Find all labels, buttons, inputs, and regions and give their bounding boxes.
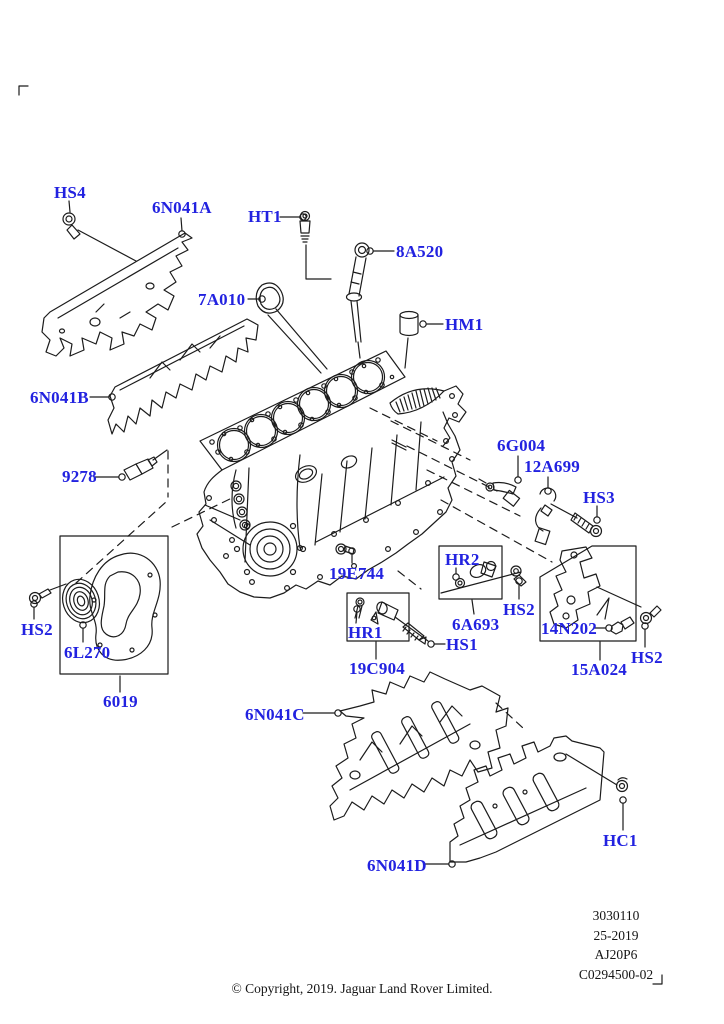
sensor-9278 <box>124 450 167 480</box>
red-arrows <box>597 598 609 619</box>
part-label-7a010[interactable]: 7A010 <box>198 290 246 309</box>
part-label-15a024[interactable]: 15A024 <box>571 660 627 679</box>
dipstick-8a520 <box>347 243 370 358</box>
copyright-line: © Copyright, 2019. Jaguar Land Rover Limited. <box>231 981 493 996</box>
doc-number-line: C0294500-02 <box>578 966 654 982</box>
part-label-hs1[interactable]: HS1 <box>446 635 478 654</box>
part-label-12a699[interactable]: 12A699 <box>524 457 580 476</box>
grommet-hc1 <box>617 778 628 792</box>
part-label-hs4[interactable]: HS4 <box>54 183 86 202</box>
heat-shield-6n041b <box>108 319 258 434</box>
plug-hm1 <box>400 312 418 369</box>
part-label-6a693[interactable]: 6A693 <box>452 615 500 634</box>
part-label-6g004[interactable]: 6G004 <box>497 436 546 455</box>
part-label-hs2-mid[interactable]: HS2 <box>503 600 535 619</box>
plug-14n202 <box>611 617 634 634</box>
part-label-6n041b[interactable]: 6N041B <box>30 388 89 407</box>
seal-6l270 <box>57 575 105 628</box>
dashed-lines <box>76 408 552 729</box>
part-label-6019[interactable]: 6019 <box>103 692 138 711</box>
part-label-9278[interactable]: 9278 <box>62 467 97 486</box>
group-boxes <box>60 536 636 674</box>
corner-marks <box>19 86 662 984</box>
part-label-6n041a[interactable]: 6N041A <box>152 198 212 217</box>
bolt-hs2-right <box>641 606 662 624</box>
doc-number-line: AJ20P6 <box>594 947 638 962</box>
bolt-19e744 <box>336 544 354 554</box>
part-label-19e744[interactable]: 19E744 <box>329 564 385 583</box>
sensor-12a699 <box>535 488 577 544</box>
bolt-hs2-mid <box>511 566 526 586</box>
part-label-hs3[interactable]: HS3 <box>583 488 615 507</box>
part-label-hs2-left[interactable]: HS2 <box>21 620 53 639</box>
part-label-6n041c[interactable]: 6N041C <box>245 705 305 724</box>
part-label-hr1[interactable]: HR1 <box>348 623 383 642</box>
part-label-8a520[interactable]: 8A520 <box>396 242 444 261</box>
part-label-6l270[interactable]: 6L270 <box>64 643 111 662</box>
doc-number-line: 25-2019 <box>593 927 639 943</box>
part-label-hc1[interactable]: HC1 <box>603 831 638 850</box>
part-label-hr2[interactable]: HR2 <box>445 550 480 569</box>
bracket-15a024 <box>550 547 641 628</box>
doc-number-line: 3030110 <box>592 908 640 923</box>
screw-ht1 <box>300 212 331 280</box>
sensor-6g004 <box>479 479 520 506</box>
engine-block <box>197 351 466 598</box>
part-label-ht1[interactable]: HT1 <box>248 207 282 226</box>
part-label-14n202[interactable]: 14N202 <box>541 619 597 638</box>
heat-shield-6n041d <box>450 736 617 862</box>
bolt-hs1 <box>419 637 426 644</box>
part-label-6n041d[interactable]: 6N041D <box>367 856 427 875</box>
part-label-19c904[interactable]: 19C904 <box>349 659 405 678</box>
plug-7a010 <box>256 283 327 373</box>
screw-hs4 <box>63 213 80 239</box>
leader-lines <box>34 198 645 864</box>
heat-shield-6n041c <box>330 672 508 820</box>
document-numbers <box>570 906 662 984</box>
part-label-hm1[interactable]: HM1 <box>445 315 484 334</box>
part-label-hs2-right[interactable]: HS2 <box>631 648 663 667</box>
